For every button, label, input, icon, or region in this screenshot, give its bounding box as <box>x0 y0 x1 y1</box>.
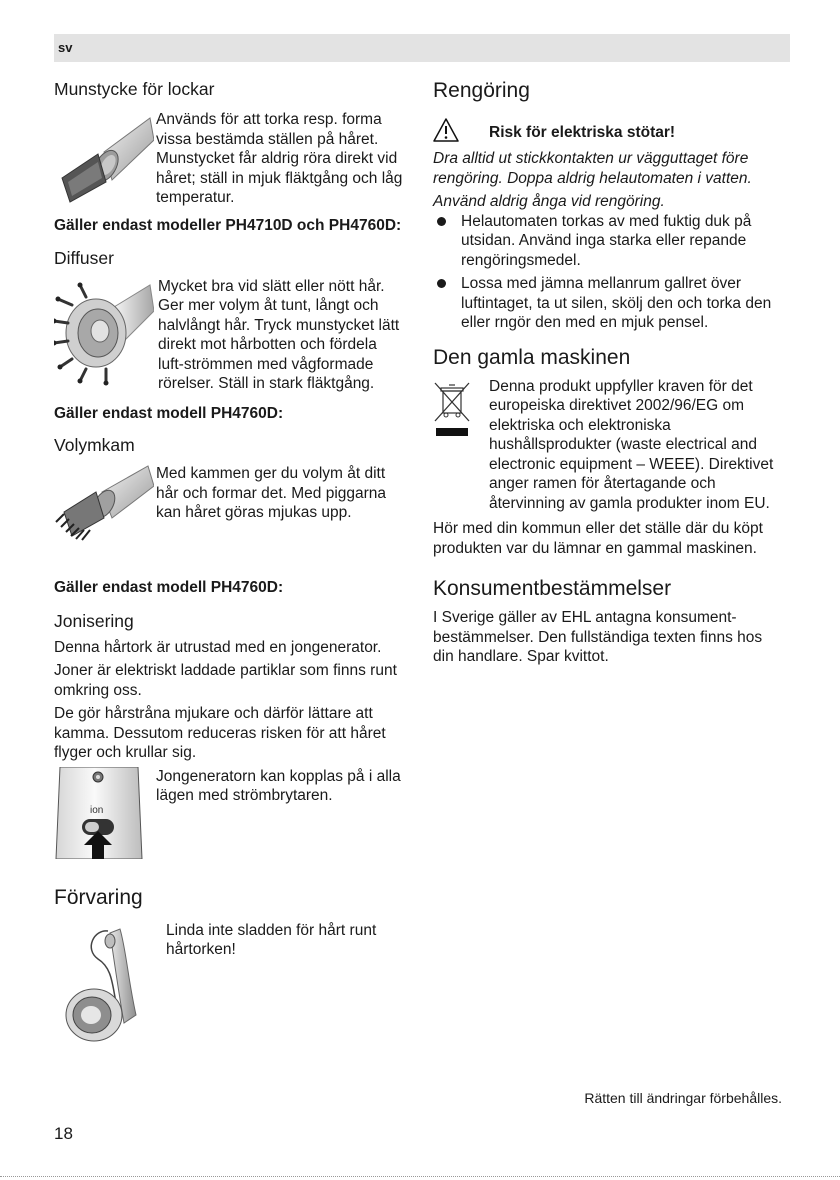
warning-text: Risk för elektriska stötar! <box>489 123 676 141</box>
curl-nozzle-image <box>54 110 156 208</box>
section-title-volume-comb: Volymkam <box>54 435 135 455</box>
warning-row <box>433 118 785 147</box>
cleaning-instruction-1: Dra alltid ut stickkontakten ur vägguttaget före rengöring. Doppa aldrig helautomaten i vatten. <box>433 150 752 187</box>
ion-switch-block <box>54 767 406 859</box>
cleaning-list <box>433 212 785 333</box>
model-note-2: Gäller endast modell PH4760D: <box>54 404 284 422</box>
weee-bin-icon <box>433 377 489 514</box>
page-number: 18 <box>54 1124 73 1143</box>
language-bar <box>54 34 790 62</box>
ionisation-p1: Denna hårtork är utrustad med en jongenerator. <box>54 638 382 656</box>
model-note-1: Gäller endast modeller PH4710D och PH4760D: <box>54 217 402 234</box>
ion-switch-text: Jongeneratorn kan kopplas på i alla lägen med strömbrytaren. <box>156 767 401 804</box>
right-column <box>433 78 785 667</box>
model-note-3: Gäller endast modell PH4760D: <box>54 579 284 596</box>
section-title-cleaning: Rengöring <box>433 79 530 102</box>
curl-nozzle-block <box>54 110 406 208</box>
cleaning-instruction-2: Använd aldrig ånga vid rengöring. <box>433 193 665 210</box>
rights-note: Rätten till ändringar förbehålles. <box>584 1090 782 1106</box>
section-title-diffuser: Diffuser <box>54 247 114 268</box>
list-item: Helautomaten torkas av med fuktig duk på utsidan. Använd inga starka eller repande rengöringsmedel. <box>433 212 785 271</box>
diffuser-block <box>54 277 406 394</box>
volume-comb-text: Med kammen ger du volym åt ditt hår och formar det. Med piggarna kan håret göras mjukas upp. <box>156 465 387 521</box>
ionisation-p2: Joner är elektriskt laddade partiklar som finns runt omkring oss. <box>54 662 397 699</box>
language-code: sv <box>58 40 73 55</box>
bottom-rule <box>0 1176 840 1177</box>
consumer-text: I Sverige gäller av EHL antagna konsument-bestämmelser. Den fullständiga texten finns hos din handlare. Spar kvittot. <box>433 609 763 665</box>
ion-switch-image <box>54 767 156 859</box>
left-column <box>54 78 406 1047</box>
section-title-storage: Förvaring <box>54 885 143 909</box>
warning-icon <box>433 118 489 147</box>
volume-comb-image <box>54 464 156 542</box>
list-item: Lossa med jämna mellanrum gallret över luftintaget, ta ut silen, skölj den och torka den eller rngör den med en mjuk pensel. <box>433 274 785 333</box>
weee-text: Denna produkt uppfyller kraven för det europeiska direktivet 2002/96/EG om elektriska och elektroniska hushållsprodukter (waste electrical and electronic equipment – WEEE). Direktivet anger ramen för återtagande och återvinning av gamla produkter inom EU. <box>489 377 774 512</box>
section-title-ionisation: Jonisering <box>54 610 134 631</box>
curl-nozzle-text: Används för att torka resp. forma vissa bestämda ställen på håret. Munstycket får aldrig röra direkt vid håret; ställ in mjuk fläktgång och låg temperatur. <box>156 111 403 206</box>
diffuser-image <box>54 277 158 393</box>
old-machine-advice: Hör med din kommun eller det ställe där du köpt produkten var du lämnar en gammal maskinen. <box>433 520 763 557</box>
diffuser-text: Mycket bra vid slätt eller nött hår. Ger mer volym åt tunt, långt och halvlångt hår. Tryck munstycket lätt direkt mot hårbotten och fördela luft-strömmen med vågformade rörelser. Ställ in stark fläktgång. <box>158 277 400 392</box>
volume-comb-block <box>54 464 406 542</box>
storage-text: Linda inte sladden för hårt runt hårtorken! <box>166 921 377 958</box>
section-title-old-machine: Den gamla maskinen <box>433 345 631 369</box>
section-title-curl-nozzle: Munstycke för lockar <box>54 79 215 99</box>
storage-image <box>54 919 166 1047</box>
ion-switch-label: ion <box>90 804 104 816</box>
weee-block <box>433 377 785 514</box>
storage-block <box>54 919 406 1047</box>
ionisation-p3: De gör hårstråna mjukare och därför lättare att kamma. Dessutom reduceras risken för att håret flyger och krullar sig. <box>54 705 386 761</box>
section-title-consumer: Konsumentbestämmelser <box>433 577 672 600</box>
